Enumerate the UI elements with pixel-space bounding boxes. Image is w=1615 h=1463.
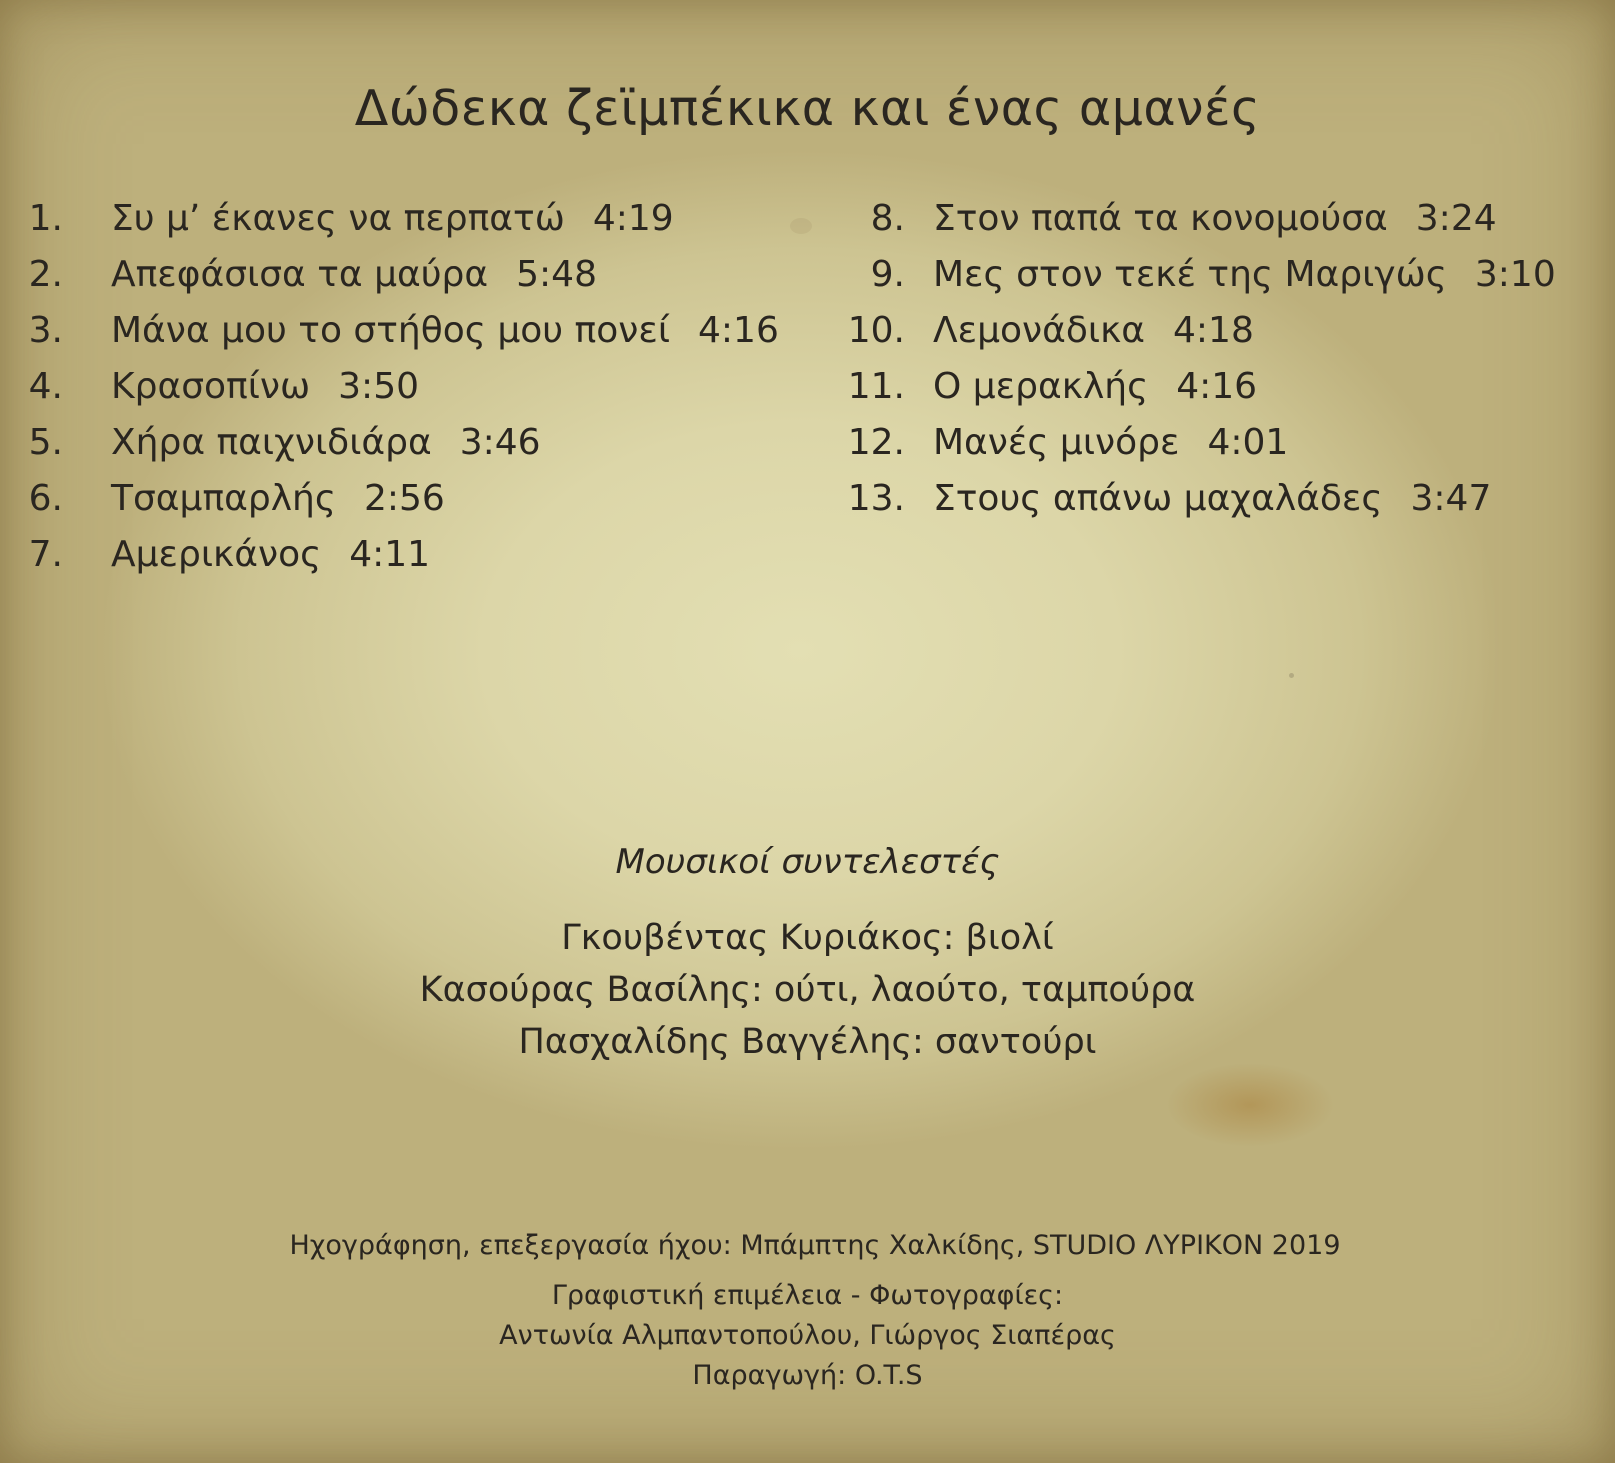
- track-row: [25, 190, 779, 246]
- production-credit: Παραγωγή: O.T.S: [692, 1360, 923, 1391]
- track-title: Κρασοπίνω: [111, 365, 311, 407]
- track-title: Στους απάνω μαχαλάδες: [933, 477, 1383, 519]
- track-title: Χήρα παιχνιδιάρα: [111, 421, 432, 463]
- musician-credit: Πασχαλίδης Βαγγέλης: σαντούρι: [518, 1022, 1097, 1062]
- track-title: Ο μερακλής: [933, 365, 1149, 407]
- track-number: 8.: [870, 197, 905, 239]
- musician-credit: Γκουβέντας Κυριάκος: βιολί: [561, 918, 1054, 958]
- track-title: Συ μ’ έκανες να περπατώ: [111, 197, 565, 239]
- track-duration: 3:24: [1415, 197, 1497, 239]
- graphics-credit-names: Αντωνία Αλμπαντοπούλου, Γιώργος Σιαπέρας: [499, 1320, 1116, 1351]
- track-row: [25, 358, 779, 414]
- paper-speck: [1289, 673, 1294, 678]
- paper-speck: [790, 218, 812, 234]
- track-number: 12.: [847, 421, 905, 463]
- track-duration: 5:48: [516, 253, 597, 295]
- track-duration: 3:10: [1474, 253, 1556, 295]
- musician-credits: [0, 840, 1615, 1068]
- track-duration: 4:01: [1207, 421, 1289, 463]
- track-duration: 2:56: [363, 477, 445, 519]
- track-duration: 3:47: [1410, 477, 1492, 519]
- track-title: Απεφάσισα τα μαύρα: [111, 253, 489, 295]
- track-row: [25, 526, 779, 582]
- track-row: [25, 302, 779, 358]
- credits-heading: Μουσικοί συντελεστές: [615, 842, 1000, 882]
- track-row: [845, 302, 1556, 358]
- tracklist-right: [845, 190, 1556, 526]
- track-title: Μες στον τεκέ της Μαριγώς: [933, 253, 1447, 295]
- recording-credit: Ηχογράφηση, επεξεργασία ήχου: Μπάμπτης Χαλκίδης, STUDIO ΛΥΡΙΚΟΝ 2019: [289, 1230, 1341, 1261]
- track-number: 7.: [28, 533, 63, 575]
- tracklist-left: [25, 190, 779, 582]
- track-number: 4.: [28, 365, 63, 407]
- track-row: [25, 414, 779, 470]
- track-title: Λεμονάδικα: [933, 309, 1146, 351]
- musician-credit: Κασούρας Βασίλης: ούτι, λαούτο, ταμπούρα: [419, 970, 1196, 1010]
- track-number: 1.: [28, 197, 63, 239]
- track-duration: 4:16: [1176, 365, 1258, 407]
- track-title: Αμερικάνος: [111, 533, 322, 575]
- track-row: [25, 470, 779, 526]
- track-row: [845, 358, 1556, 414]
- track-row: [25, 246, 779, 302]
- track-number: 9.: [870, 253, 905, 295]
- album-title: Δώδεκα ζεϊμπέκικα και ένας αμανές: [354, 80, 1261, 137]
- graphics-credit-label: Γραφιστική επιμέλεια - Φωτογραφίες:: [551, 1280, 1064, 1311]
- track-number: 6.: [28, 477, 63, 519]
- track-row: [845, 190, 1556, 246]
- track-number: 2.: [28, 253, 63, 295]
- production-credits: [0, 1226, 1615, 1396]
- track-duration: 3:50: [338, 365, 419, 407]
- track-row: [845, 414, 1556, 470]
- track-row: [845, 470, 1556, 526]
- track-duration: 4:16: [698, 309, 779, 351]
- track-number: 10.: [847, 309, 905, 351]
- track-title: Μάνα μου το στήθος μου πονεί: [111, 309, 671, 351]
- track-title: Στον παπά τα κονομούσα: [933, 197, 1388, 239]
- track-duration: 3:46: [459, 421, 541, 463]
- track-number: 11.: [847, 365, 905, 407]
- track-number: 5.: [28, 421, 63, 463]
- track-duration: 4:19: [592, 197, 674, 239]
- track-title: Τσαμπαρλής: [111, 477, 336, 519]
- track-title: Μανές μινόρε: [933, 421, 1180, 463]
- track-duration: 4:11: [349, 533, 431, 575]
- track-duration: 4:18: [1173, 309, 1254, 351]
- track-number: 13.: [847, 477, 905, 519]
- track-row: [845, 246, 1556, 302]
- track-number: 3.: [28, 309, 63, 351]
